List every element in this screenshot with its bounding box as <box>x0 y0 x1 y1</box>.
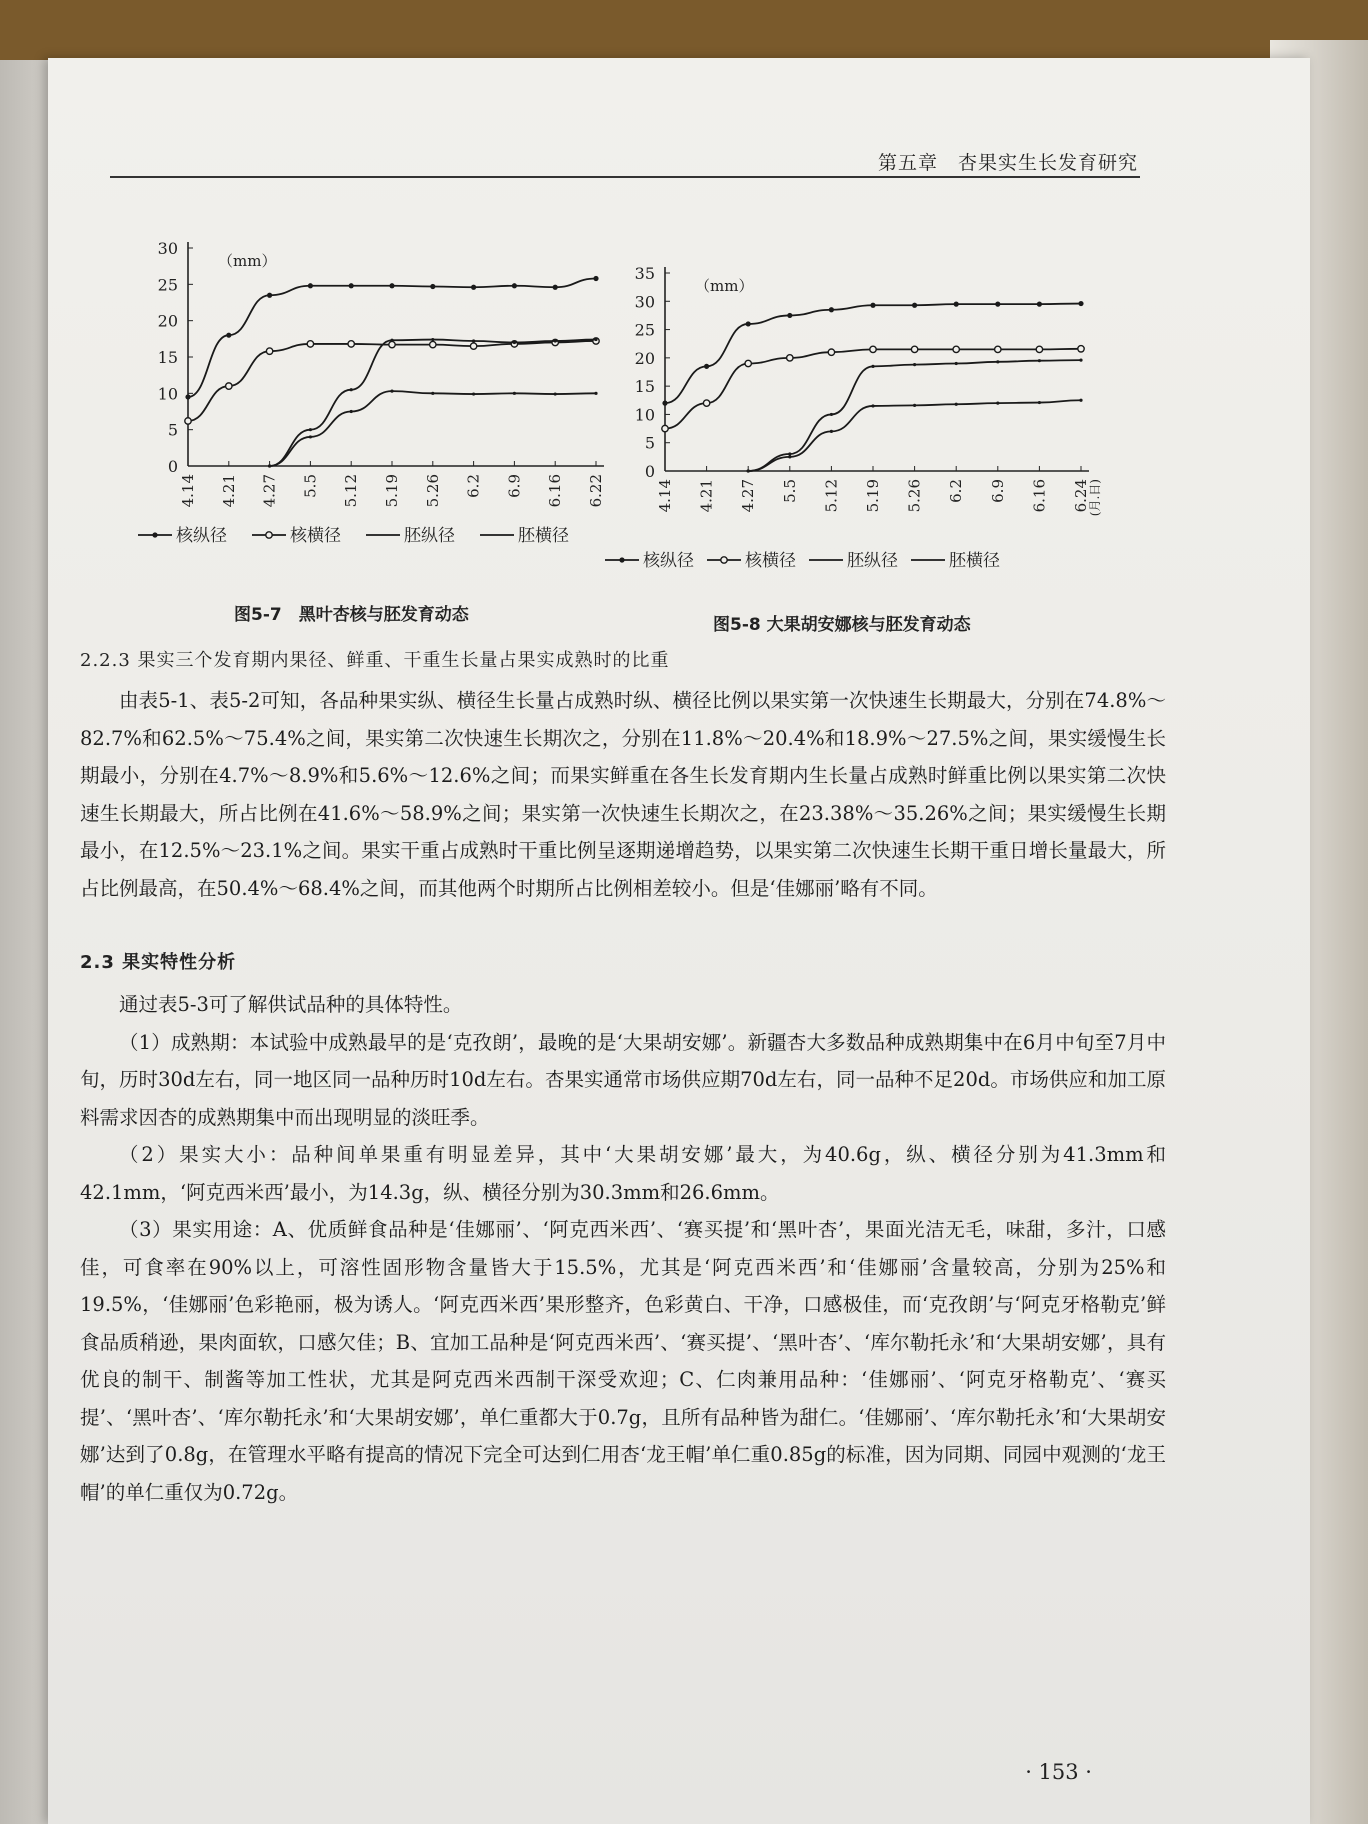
x-tick-label: 5.5 <box>301 474 320 498</box>
data-point <box>1038 401 1041 404</box>
legend-entry: 核纵径 <box>643 551 694 571</box>
data-point <box>955 362 958 365</box>
legend-entry: 胚横径 <box>949 551 1000 571</box>
legend-entry: 核横径 <box>290 526 341 546</box>
data-point <box>871 365 874 368</box>
x-tick-label: 6.9 <box>505 474 524 498</box>
data-point <box>185 394 190 399</box>
data-point <box>1078 301 1083 306</box>
section-2-3-body <box>80 986 1166 1511</box>
data-point <box>912 303 917 308</box>
data-point <box>431 392 434 395</box>
data-point <box>267 293 272 298</box>
data-point <box>1036 346 1042 352</box>
y-tick-label: 25 <box>157 275 178 295</box>
data-point <box>431 338 434 341</box>
paragraph: （1）成熟期：本试验中成熟最早的是‘克孜朗’，最晚的是‘大果胡安娜’。新疆杏大多数品种成熟期集中在6月中旬至7月中旬，历时30d左右，同一地区同一品种历时10d左右。杏果实通常市场供应期70d左右，同一品种不足20d。市场供应和加工原料需求因杏的成熟期集中而出现明显的淡旺季。 <box>80 1030 1166 1129</box>
data-point <box>745 360 751 366</box>
data-point <box>309 435 312 438</box>
data-point <box>995 346 1001 352</box>
data-point <box>788 452 791 455</box>
series-line <box>270 391 596 466</box>
section-2-2-3-body <box>80 682 1166 907</box>
data-point <box>390 339 393 342</box>
y-tick-label: 30 <box>634 292 655 312</box>
y-tick-label: 20 <box>157 311 178 331</box>
figure-5-8-chart <box>603 233 1163 653</box>
x-tick-label: 4.14 <box>179 474 197 508</box>
x-tick-label: 5.26 <box>905 479 924 513</box>
data-point <box>593 276 598 281</box>
data-point <box>747 469 750 472</box>
x-tick-label: 4.14 <box>656 479 674 513</box>
data-point <box>553 285 558 290</box>
data-point <box>513 392 516 395</box>
x-tick-label: 5.12 <box>342 474 361 508</box>
x-tick-label: 4.27 <box>260 474 279 508</box>
y-tick-label: 35 <box>634 264 655 283</box>
legend-marker <box>266 532 272 538</box>
section-heading-2-2-3: 2.2.3 果实三个发育期内果径、鲜重、干重生长量占果实成熟时的比重 <box>80 650 670 671</box>
data-point <box>913 363 916 366</box>
data-point <box>268 464 271 467</box>
data-point <box>995 302 1000 307</box>
paragraph: 由表5-1、表5-2可知，各品种果实纵、横径生长量占成熟时纵、横径比例以果实第一次快速生长期最大，分别在74.8%～82.7%和62.5%～75.4%之间，果实第二次快速生长期次之，分别在11.8%～20.4%和18.9%～27.5%之间，果实缓慢生长期最小，分别在4.7%～8.9%和5.6%～12.6%之间；而果实鲜重在各生长发育期内生长量占成熟时鲜重比例以果实第二次快速生长期最大，所占比例在41.6%～58.9%之间；果实第一次快速生长期次之，在23.38%～35.26%之间；果实缓慢生长期最小，在12.5%～23.1%之间。果实干重占成熟时干重比例呈逐期递增趋势，以果实第二次快速生长期干重日增长量最大，所占比例最高，在50.4%～68.4%之间，而其他两个时期所占比例相差较小。但是‘佳娜丽’略有不同。 <box>80 689 1166 900</box>
data-point <box>348 341 354 347</box>
data-point <box>350 410 353 413</box>
x-tick-label: 6.22 <box>587 474 605 508</box>
data-point <box>662 425 668 431</box>
legend-entry: 胚纵径 <box>847 551 898 571</box>
data-point <box>185 418 191 424</box>
data-point <box>309 428 312 431</box>
data-point <box>787 313 792 318</box>
data-point <box>554 392 557 395</box>
data-point <box>349 283 354 288</box>
x-tick-label: 6.9 <box>988 479 1007 503</box>
y-tick-label: 15 <box>157 348 178 367</box>
x-tick-label: 5.19 <box>864 479 882 513</box>
data-point <box>996 360 999 363</box>
y-tick-label: 10 <box>157 384 178 404</box>
data-point <box>1078 346 1084 352</box>
data-point <box>471 285 476 290</box>
data-point <box>830 430 833 433</box>
y-tick-label: 5 <box>644 433 655 453</box>
data-point <box>703 400 709 406</box>
legend-marker <box>152 532 157 537</box>
data-point <box>554 339 557 342</box>
x-tick-label: 5.12 <box>822 479 841 513</box>
series-line <box>188 279 596 397</box>
legend-entry: 胚纵径 <box>404 526 455 546</box>
book-page <box>48 58 1310 1824</box>
x-tick-label: 5.26 <box>423 474 442 508</box>
series-line <box>665 304 1081 404</box>
data-point <box>430 284 435 289</box>
paragraph: 通过表5-3可了解供试品种的具体特性。 <box>119 993 463 1016</box>
data-point <box>350 388 353 391</box>
paragraph: （3）果实用途：A、优质鲜食品种是‘佳娜丽’、‘阿克西米西’、‘赛买提’和‘黑叶杏’，果面光洁无毛，味甜，多汁，口感佳，可食率在90%以上，可溶性固形物含量皆大于15.5%，尤其是‘阿克西米西’和‘佳娜丽’含量较高，分别为25%和19.5%，‘佳娜丽’色彩艳丽，极为诱人。‘阿克西米西’果形整齐，色彩黄白、干净，口感极佳，而‘克孜朗’与‘阿克牙格勒克’鲜食品质稍逊，果肉面软，口感欠佳；B、宜加工品种是‘阿克西米西’、‘赛买提’、‘黑叶杏’、‘库尔勒托永’和‘大果胡安娜’，具有优良的制干、制酱等加工性状，尤其是阿克西米西制干深受欢迎；C、仁肉兼用品种：‘佳娜丽’、‘阿克牙格勒克’、‘赛买提’、‘黑叶杏’、‘库尔勒托永’和‘大果胡安娜’，单仁重都大于0.7g，且所有品种皆为甜仁。‘佳娜丽’、‘库尔勒托永’和‘大果胡安娜’达到了0.8g，在管理水平略有提高的情况下完全可达到仁用杏‘龙王帽’单仁重0.85g的标准，因为同期、同园中观测的‘龙王帽’的单仁重仅为0.72g。 <box>80 1218 1166 1504</box>
data-point <box>390 390 393 393</box>
legend-entry: 胚横径 <box>518 526 569 546</box>
data-point <box>266 348 272 354</box>
data-point <box>955 403 958 406</box>
y-tick-label: 10 <box>634 405 655 425</box>
legend-marker <box>619 557 624 562</box>
legend-entry: 核横径 <box>745 551 796 571</box>
series-line <box>748 400 1081 471</box>
data-point <box>307 341 313 347</box>
data-point <box>430 341 436 347</box>
series-line <box>270 340 596 466</box>
running-head: 第五章 杏果实生长发育研究 <box>877 152 1138 174</box>
data-point <box>954 302 959 307</box>
y-tick-label: 5 <box>167 420 178 440</box>
data-point <box>829 307 834 312</box>
data-point <box>389 283 394 288</box>
page-number: · 153 · <box>1025 1760 1092 1784</box>
series-line <box>188 341 596 421</box>
legend-entry: 核纵径 <box>176 526 227 546</box>
x-tick-label: 5.5 <box>780 479 799 503</box>
data-point <box>911 346 917 352</box>
header-rule <box>110 176 1140 178</box>
data-point <box>594 338 597 341</box>
section-heading-2-3: 2.3 果实特性分析 <box>80 952 237 973</box>
data-point <box>746 321 751 326</box>
x-axis-unit-label: (月.日) <box>1088 479 1102 517</box>
data-point <box>472 339 475 342</box>
data-point <box>870 303 875 308</box>
unit-label: （mm） <box>218 252 277 270</box>
figure-5-7-chart <box>128 206 668 636</box>
y-tick-label: 30 <box>157 239 178 258</box>
data-point <box>512 283 517 288</box>
y-tick-label: 0 <box>167 457 178 476</box>
unit-label: （mm） <box>695 277 754 295</box>
data-point <box>953 346 959 352</box>
x-tick-label: 6.16 <box>1030 479 1049 513</box>
data-point <box>787 355 793 361</box>
data-point <box>828 349 834 355</box>
paragraph: （2）果实大小：品种间单果重有明显差异，其中‘大果胡安娜’最大，为40.6g，纵、横径分别为41.3mm和42.1mm，‘阿克西米西’最小，为14.3g，纵、横径分别为30.3mm和26.6mm。 <box>80 1143 1166 1204</box>
legend-marker <box>721 557 727 563</box>
x-tick-label: 4.21 <box>697 479 716 513</box>
x-tick-label: 4.27 <box>739 479 758 513</box>
data-point <box>308 283 313 288</box>
data-point <box>871 404 874 407</box>
y-tick-label: 25 <box>634 320 655 340</box>
y-tick-label: 0 <box>644 462 655 481</box>
data-point <box>662 401 667 406</box>
figure-5-8-caption: 图5-8 大果胡安娜核与胚发育动态 <box>713 615 971 635</box>
data-point <box>594 392 597 395</box>
data-point <box>513 341 516 344</box>
y-tick-label: 15 <box>634 377 655 397</box>
data-point <box>788 455 791 458</box>
data-point <box>1079 399 1082 402</box>
x-tick-label: 6.24 <box>1072 479 1090 513</box>
data-point <box>1038 359 1041 362</box>
data-point <box>472 392 475 395</box>
x-tick-label: 6.2 <box>947 479 966 503</box>
data-point <box>470 343 476 349</box>
x-tick-label: 6.2 <box>464 474 483 498</box>
data-point <box>1037 302 1042 307</box>
figure-5-7-caption: 图5-7 黑叶杏核与胚发育动态 <box>234 605 469 625</box>
data-point <box>870 346 876 352</box>
data-point <box>226 383 232 389</box>
data-point <box>913 404 916 407</box>
data-point <box>389 341 395 347</box>
x-tick-label: 6.16 <box>546 474 565 508</box>
x-tick-label: 4.21 <box>219 474 238 508</box>
x-tick-label: 5.19 <box>383 474 401 508</box>
data-point <box>226 333 231 338</box>
data-point <box>830 413 833 416</box>
data-point <box>1079 359 1082 362</box>
y-tick-label: 20 <box>634 348 655 368</box>
data-point <box>704 364 709 369</box>
data-point <box>996 402 999 405</box>
